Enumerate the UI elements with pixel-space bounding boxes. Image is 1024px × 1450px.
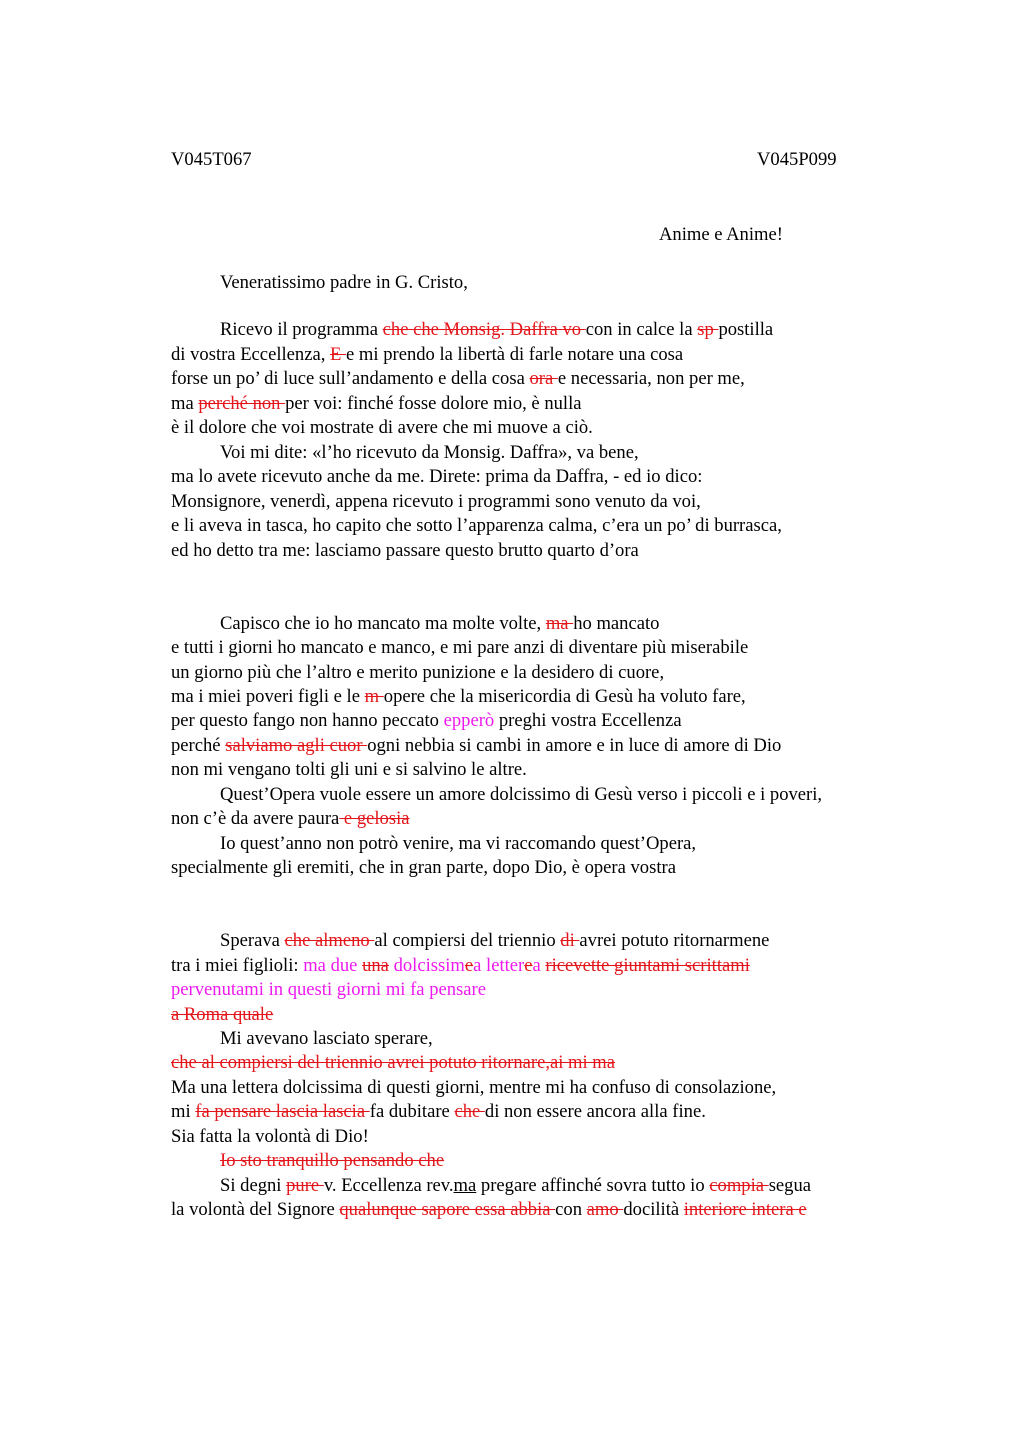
- salutation: Veneratissimo padre in G. Cristo,: [220, 272, 468, 293]
- deleted-text: che al compiersi del triennio avrei potuto ritornare,ai mi ma: [171, 1052, 616, 1073]
- deleted-text: e gelosia: [339, 808, 410, 829]
- deleted-text: sp: [697, 319, 719, 340]
- text-segment: v. Eccellenza rev.: [323, 1175, 454, 1196]
- deleted-text: perché non: [198, 393, 286, 414]
- deleted-text: m: [364, 686, 384, 707]
- text-line: [220, 444, 639, 463]
- text-segment: non c’è da avere paura: [171, 808, 340, 829]
- text-segment: Voi mi dite: «l’ho ricevuto da Monsig. Daffra», va bene,: [220, 442, 639, 463]
- text-line: [171, 419, 593, 438]
- deleted-text: a Roma quale: [171, 1004, 274, 1025]
- text-line: [171, 1006, 273, 1025]
- deleted-text: qualunque sapore essa abbia: [339, 1199, 556, 1220]
- text-line: [171, 1079, 776, 1098]
- deleted-text: ora: [529, 368, 558, 389]
- text-segment: postilla: [718, 319, 774, 340]
- text-segment: segua: [768, 1175, 812, 1196]
- text-segment: un giorno più che l’altro e merito punizione e la desidero di cuore,: [171, 662, 665, 683]
- text-line: [171, 859, 676, 878]
- text-segment: e necessaria, non per me,: [557, 368, 745, 389]
- text-segment: Ma una lettera dolcissima di questi giorni, mentre mi ha confuso di consolazione,: [171, 1077, 777, 1098]
- text-segment: non mi vengano tolti gli uni e si salvino le altre.: [171, 759, 527, 780]
- text-segment: fa dubitare: [369, 1101, 455, 1122]
- text-segment: di non essere ancora alla fine.: [484, 1101, 706, 1122]
- text-line: [171, 1103, 706, 1122]
- document-code-left: V045T067: [171, 149, 252, 170]
- text-segment: ogni nebbia si cambi in amore e in luce di amore di Dio: [367, 735, 782, 756]
- text-line: [220, 932, 769, 951]
- text-segment: con in calce la: [585, 319, 698, 340]
- text-segment: Capisco che io ho mancato ma molte volte,: [220, 613, 546, 634]
- text-line: [171, 542, 639, 561]
- text-line: [171, 957, 750, 976]
- text-segment: perché: [171, 735, 226, 756]
- text-segment: ma: [171, 393, 199, 414]
- text-segment: e tutti i giorni ho mancato e manco, e mi pare anzi di diventare più miserabile: [171, 637, 749, 658]
- text-line: [171, 517, 782, 536]
- text-segment: specialmente gli eremiti, che in gran parte, dopo Dio, è opera vostra: [171, 857, 676, 878]
- text-segment: per questo fango non hanno peccato: [171, 710, 444, 731]
- deleted-text: salviamo agli cuor: [225, 735, 368, 756]
- deleted-text: interiore intera e: [683, 1199, 807, 1220]
- deleted-text: E: [330, 344, 347, 365]
- text-segment: Sperava: [220, 930, 285, 951]
- text-segment: è il dolore che voi mostrate di avere che mi muove a ciò.: [171, 417, 593, 438]
- text-segment: per voi: finché fosse dolore mio, è nulla: [285, 393, 582, 414]
- text-segment: Si degni: [220, 1175, 287, 1196]
- text-segment: di vostra Eccellenza,: [171, 344, 331, 365]
- inserted-text: pervenutami in questi giorni mi fa pensare: [171, 979, 486, 1000]
- deleted-text: una: [362, 955, 389, 976]
- text-segment: tra i miei figlioli:: [171, 955, 304, 976]
- text-line: [171, 981, 486, 1000]
- text-segment: forse un po’ di luce sull’andamento e della cosa: [171, 368, 530, 389]
- text-line: [220, 1030, 433, 1049]
- text-line: [171, 1054, 615, 1073]
- inserted-text: ma due: [303, 955, 363, 976]
- letter-title: Anime e Anime!: [659, 224, 783, 245]
- deleted-text: compia: [709, 1175, 769, 1196]
- text-line: [171, 737, 781, 756]
- text-line: [220, 1177, 811, 1196]
- document-code-right: V045P099: [757, 149, 837, 170]
- deleted-text: di: [560, 930, 580, 951]
- text-line: [171, 1201, 807, 1220]
- text-segment: Sia fatta la volontà di Dio!: [171, 1126, 369, 1147]
- text-segment: pregare affinché sovra tutto io: [476, 1175, 710, 1196]
- text-segment: Quest’Opera vuole essere un amore dolcissimo di Gesù verso i piccoli e i poveri,: [220, 784, 823, 805]
- deleted-text: Io sto tranquillo pensando che: [220, 1150, 445, 1171]
- text-line: [171, 810, 410, 829]
- deleted-text: e: [464, 955, 474, 976]
- deleted-text: fa pensare lascia lascia: [195, 1101, 370, 1122]
- text-line: [171, 1128, 369, 1147]
- text-line: [171, 493, 701, 512]
- text-segment: la volontà del Signore: [171, 1199, 340, 1220]
- text-segment: mi: [171, 1101, 196, 1122]
- text-segment: Monsignore, venerdì, appena ricevuto i programmi sono venuto da voi,: [171, 491, 701, 512]
- text-line: [171, 688, 746, 707]
- text-segment: e mi prendo la libertà di farle notare una cosa: [346, 344, 684, 365]
- inserted-text: dolcissim: [388, 955, 465, 976]
- text-line: [171, 346, 683, 365]
- text-segment: Ricevo il programma: [220, 319, 383, 340]
- text-line: [220, 321, 773, 340]
- text-segment: opere che la misericordia di Gesù ha voluto fare,: [383, 686, 746, 707]
- inserted-text: a: [532, 955, 546, 976]
- text-line: [171, 468, 702, 487]
- text-segment: docilità: [623, 1199, 684, 1220]
- text-segment: con: [555, 1199, 587, 1220]
- text-segment: e li aveva in tasca, ho capito che sotto l’apparenza calma, c’era un po’ di burrasca,: [171, 515, 782, 536]
- text-line: [171, 664, 664, 683]
- text-segment: ma lo avete ricevuto anche da me. Direte: prima da Daffra, - ed io dico:: [171, 466, 703, 487]
- text-segment: al compiersi del triennio: [374, 930, 561, 951]
- text-line: [171, 370, 745, 389]
- text-line: [171, 712, 682, 731]
- deleted-text: ma: [545, 613, 574, 634]
- text-segment: ed ho detto tra me: lasciamo passare questo brutto quarto d’ora: [171, 540, 639, 561]
- text-line: [171, 761, 527, 780]
- deleted-text: che: [454, 1101, 485, 1122]
- text-line: [220, 615, 659, 634]
- deleted-text: amo: [586, 1199, 624, 1220]
- text-line: [220, 835, 696, 854]
- text-segment: Mi avevano lasciato sperare,: [220, 1028, 433, 1049]
- text-segment: preghi vostra Eccellenza: [494, 710, 682, 731]
- text-line: [171, 639, 748, 658]
- text-line: [220, 786, 822, 805]
- deleted-text: che che Monsig. Daffra vo: [382, 319, 586, 340]
- underlined-text: ma: [453, 1175, 477, 1196]
- inserted-text: a letter: [473, 955, 525, 976]
- text-segment: avrei potuto ritornarmene: [579, 930, 770, 951]
- text-segment: ma i miei poveri figli e le: [171, 686, 365, 707]
- deleted-text: e: [524, 955, 533, 976]
- text-segment: Io quest’anno non potrò venire, ma vi raccomando quest’Opera,: [220, 833, 697, 854]
- text-line: [220, 1152, 444, 1171]
- deleted-text: che almeno: [284, 930, 375, 951]
- text-line: [171, 395, 582, 414]
- deleted-text: ricevette giuntami scrittami: [545, 955, 750, 976]
- deleted-text: pure: [286, 1175, 324, 1196]
- text-segment: ho mancato: [573, 613, 660, 634]
- inserted-text: epperò: [443, 710, 495, 731]
